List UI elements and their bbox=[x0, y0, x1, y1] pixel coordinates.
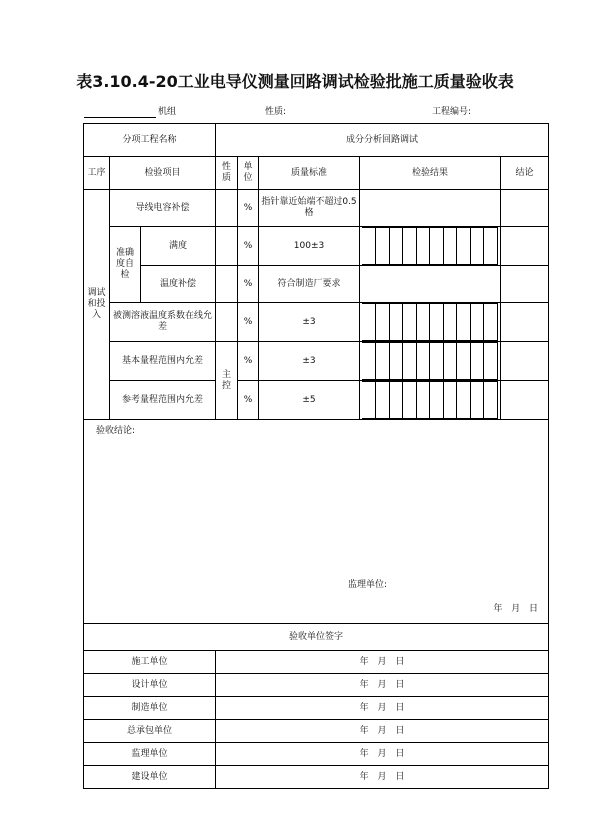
result-box[interactable] bbox=[430, 382, 444, 419]
supervision-unit-label: 监理单位: bbox=[348, 580, 388, 590]
result-grid-cell[interactable] bbox=[360, 303, 501, 342]
result-box[interactable] bbox=[443, 304, 457, 341]
subproject-label: 分项工程名称 bbox=[84, 124, 216, 157]
result-grid-cell[interactable] bbox=[360, 342, 501, 381]
subproject-value: 成分分析回路调试 bbox=[216, 124, 549, 157]
result-box[interactable] bbox=[376, 382, 390, 419]
result-box[interactable] bbox=[470, 382, 484, 419]
signature-unit: 总承包单位 bbox=[84, 720, 216, 743]
result-box[interactable] bbox=[376, 304, 390, 341]
table-row bbox=[84, 381, 549, 420]
conclusion-cell[interactable] bbox=[501, 381, 549, 420]
acceptance-conclusion-label: 验收结论: bbox=[96, 426, 136, 436]
acceptance-conclusion-area[interactable] bbox=[84, 420, 549, 624]
table-row bbox=[84, 190, 549, 227]
result-box[interactable] bbox=[362, 228, 376, 265]
result-cell[interactable] bbox=[360, 190, 501, 227]
result-box[interactable] bbox=[443, 228, 457, 265]
result-box[interactable] bbox=[416, 304, 430, 341]
standard-cell: 符合制造厂要求 bbox=[259, 266, 360, 303]
col-result: 检验结果 bbox=[360, 157, 501, 190]
signature-unit: 设计单位 bbox=[84, 674, 216, 697]
result-grid-cell[interactable] bbox=[360, 227, 501, 266]
signature-row bbox=[84, 697, 549, 720]
result-grid bbox=[362, 303, 498, 341]
result-box[interactable] bbox=[376, 343, 390, 380]
item-cell: 满度 bbox=[141, 227, 216, 266]
nature-cell bbox=[216, 190, 238, 227]
result-box[interactable] bbox=[389, 382, 403, 419]
result-box[interactable] bbox=[416, 382, 430, 419]
form-title: 表3.10.4-20工业电导仪测量回路调试检验批施工质量验收表 bbox=[76, 72, 514, 91]
col-nature: 性质 bbox=[216, 157, 238, 190]
result-box[interactable] bbox=[470, 343, 484, 380]
acceptance-conclusion-row bbox=[84, 420, 549, 624]
result-box[interactable] bbox=[443, 343, 457, 380]
main-control-label: 主控 bbox=[216, 342, 238, 420]
col-unit: 单位 bbox=[238, 157, 259, 190]
conclusion-cell[interactable] bbox=[501, 266, 549, 303]
result-box[interactable] bbox=[470, 228, 484, 265]
result-box[interactable] bbox=[484, 343, 498, 380]
nature-cell bbox=[216, 227, 238, 266]
unit-cell: % bbox=[238, 342, 259, 381]
result-grid bbox=[362, 227, 498, 265]
result-box[interactable] bbox=[484, 228, 498, 265]
result-box[interactable] bbox=[430, 304, 444, 341]
signature-unit: 建设单位 bbox=[84, 766, 216, 789]
nature-label: 性质: bbox=[265, 107, 287, 117]
signature-date[interactable]: 年 月 日 bbox=[216, 697, 549, 720]
result-box[interactable] bbox=[362, 343, 376, 380]
unit-cell: % bbox=[238, 227, 259, 266]
signature-unit: 监理单位 bbox=[84, 743, 216, 766]
result-box[interactable] bbox=[403, 304, 417, 341]
result-box[interactable] bbox=[376, 228, 390, 265]
standard-cell: ±3 bbox=[259, 303, 360, 342]
signature-header: 验收单位签字 bbox=[84, 624, 549, 651]
result-grid-cell[interactable] bbox=[360, 381, 501, 420]
signature-row bbox=[84, 766, 549, 789]
result-box[interactable] bbox=[403, 382, 417, 419]
unit-cell: % bbox=[238, 190, 259, 227]
item-cell: 温度补偿 bbox=[141, 266, 216, 303]
standard-cell: 指针靠近始端不超过0.5格 bbox=[259, 190, 360, 227]
conclusion-cell[interactable] bbox=[501, 227, 549, 266]
conclusion-cell[interactable] bbox=[501, 190, 549, 227]
signature-unit: 施工单位 bbox=[84, 651, 216, 674]
signature-row bbox=[84, 674, 549, 697]
conclusion-cell[interactable] bbox=[501, 342, 549, 381]
result-box[interactable] bbox=[470, 304, 484, 341]
result-box[interactable] bbox=[457, 228, 471, 265]
standard-cell: ±3 bbox=[259, 342, 360, 381]
result-box[interactable] bbox=[389, 228, 403, 265]
result-box[interactable] bbox=[443, 382, 457, 419]
result-box[interactable] bbox=[457, 304, 471, 341]
result-grid bbox=[362, 381, 498, 419]
process-name: 调试和投入 bbox=[84, 190, 110, 420]
signature-date[interactable]: 年 月 日 bbox=[216, 743, 549, 766]
item-cell: 被测溶液温度系数在线允差 bbox=[110, 303, 216, 342]
nature-cell bbox=[216, 303, 238, 342]
standard-cell: ±5 bbox=[259, 381, 360, 420]
conclusion-cell[interactable] bbox=[501, 303, 549, 342]
result-box[interactable] bbox=[430, 343, 444, 380]
column-header-row bbox=[84, 157, 549, 190]
signature-date[interactable]: 年 月 日 bbox=[216, 720, 549, 743]
result-box[interactable] bbox=[484, 304, 498, 341]
conclusion-date: 年 月 日 bbox=[493, 604, 539, 614]
unit-blank-line bbox=[84, 117, 156, 118]
result-box[interactable] bbox=[430, 228, 444, 265]
result-box[interactable] bbox=[457, 343, 471, 380]
result-box[interactable] bbox=[403, 228, 417, 265]
col-item: 检验项目 bbox=[110, 157, 216, 190]
result-cell[interactable] bbox=[360, 266, 501, 303]
accuracy-group-label: 准确度自检 bbox=[110, 227, 141, 303]
col-process: 工序 bbox=[84, 157, 110, 190]
signature-unit: 制造单位 bbox=[84, 697, 216, 720]
result-box[interactable] bbox=[362, 382, 376, 419]
table-row bbox=[84, 303, 549, 342]
unit-cell: % bbox=[238, 266, 259, 303]
signature-date[interactable]: 年 月 日 bbox=[216, 766, 549, 789]
table-row bbox=[84, 342, 549, 381]
result-box[interactable] bbox=[403, 343, 417, 380]
table-row bbox=[84, 227, 549, 266]
item-cell: 参考量程范围内允差 bbox=[110, 381, 216, 420]
result-box[interactable] bbox=[484, 382, 498, 419]
result-grid bbox=[362, 342, 498, 380]
result-box[interactable] bbox=[416, 228, 430, 265]
signature-date[interactable]: 年 月 日 bbox=[216, 674, 549, 697]
nature-cell bbox=[216, 266, 238, 303]
standard-cell: 100±3 bbox=[259, 227, 360, 266]
signature-date[interactable]: 年 月 日 bbox=[216, 651, 549, 674]
unit-label: 机组 bbox=[158, 107, 177, 117]
col-conclusion: 结论 bbox=[501, 157, 549, 190]
table-row bbox=[84, 266, 549, 303]
acceptance-table bbox=[83, 123, 549, 789]
result-box[interactable] bbox=[457, 382, 471, 419]
col-standard: 质量标准 bbox=[259, 157, 360, 190]
subproject-row bbox=[84, 124, 549, 157]
project-no-label: 工程编号: bbox=[432, 107, 472, 117]
item-cell: 导线电容补偿 bbox=[110, 190, 216, 227]
signature-row bbox=[84, 651, 549, 674]
signature-row bbox=[84, 720, 549, 743]
result-box[interactable] bbox=[362, 304, 376, 341]
item-cell: 基本量程范围内允差 bbox=[110, 342, 216, 381]
unit-cell: % bbox=[238, 303, 259, 342]
result-box[interactable] bbox=[389, 304, 403, 341]
signature-header-row bbox=[84, 624, 549, 651]
result-box[interactable] bbox=[416, 343, 430, 380]
signature-row bbox=[84, 743, 549, 766]
unit-cell: % bbox=[238, 381, 259, 420]
result-box[interactable] bbox=[389, 343, 403, 380]
